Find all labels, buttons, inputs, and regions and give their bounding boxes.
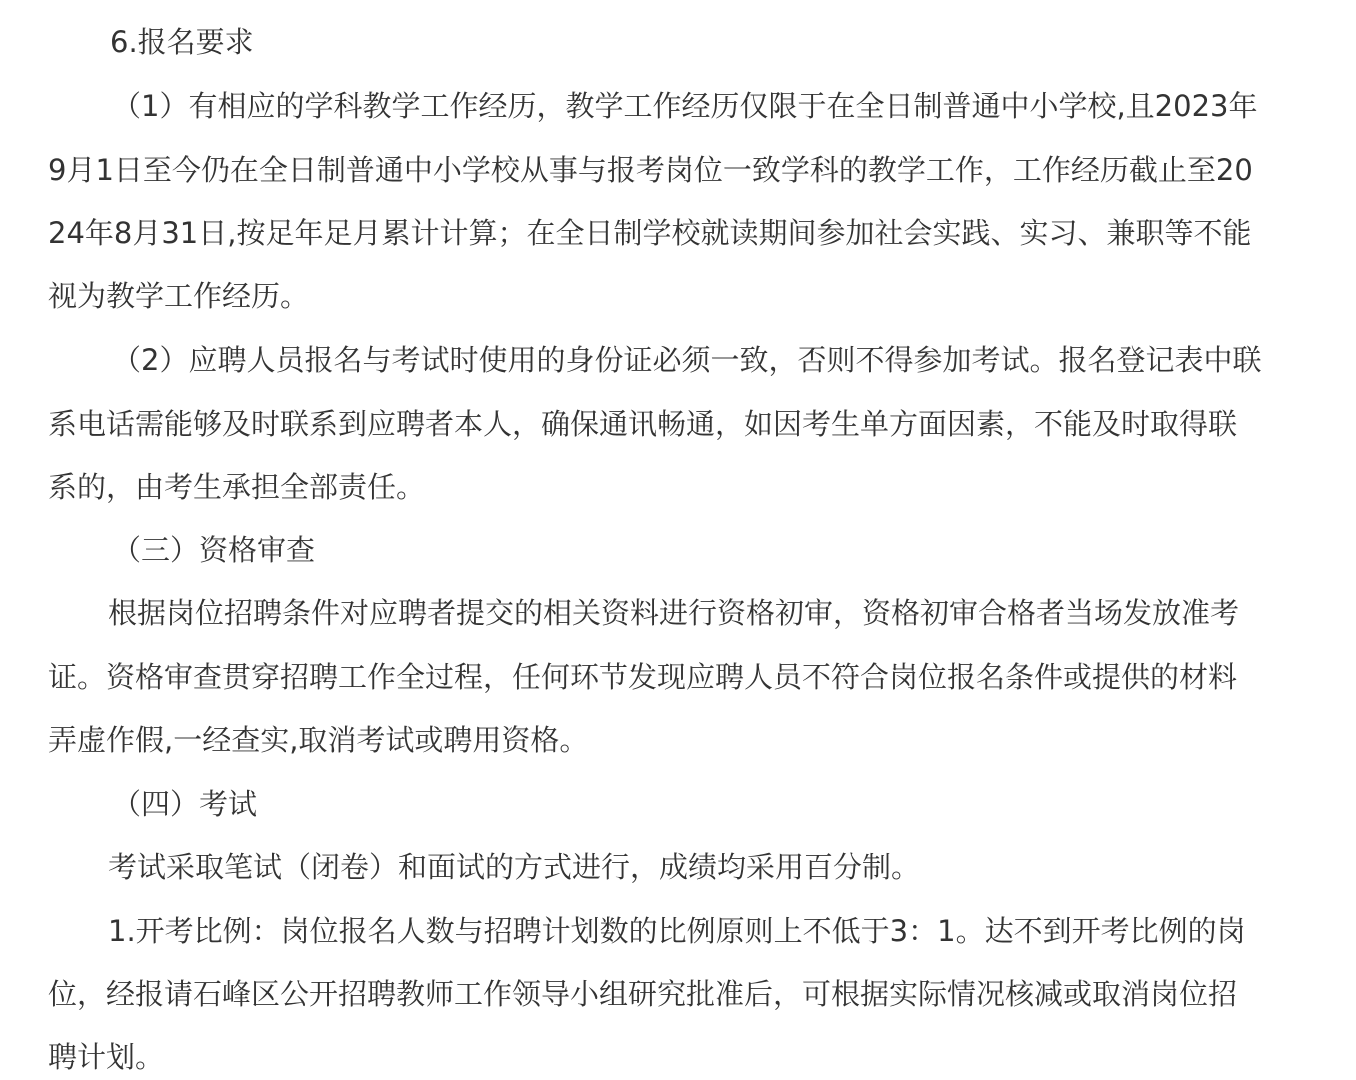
paragraph-line: 证。资格审查贯穿招聘工作全过程，任何环节发现应聘人员不符合岗位报名条件或提供的材料 bbox=[48, 660, 1238, 694]
section-heading-registration-requirements: 6.报名要求 bbox=[110, 25, 254, 59]
section-heading-exam: （四）考试 bbox=[112, 787, 258, 821]
paragraph-line: 系电话需能够及时联系到应聘者本人，确保通讯畅通，如因考生单方面因素，不能及时取得联 bbox=[48, 407, 1238, 441]
paragraph-line: 视为教学工作经历。 bbox=[48, 279, 310, 313]
paragraph-line: 位，经报请石峰区公开招聘教师工作领导小组研究批准后，可根据实际情况核减或取消岗位招 bbox=[48, 977, 1238, 1011]
paragraph-line: 考试采取笔试（闭卷）和面试的方式进行，成绩均采用百分制。 bbox=[108, 850, 921, 884]
paragraph-line: 9月1日至今仍在全日制普通中小学校从事与报考岗位一致学科的教学工作，工作经历截止至20 bbox=[48, 153, 1253, 187]
paragraph-line: 24年8月31日,按足年足月累计计算；在全日制学校就读期间参加社会实践、实习、兼职等不能 bbox=[48, 216, 1252, 250]
paragraph-line: （1）有相应的学科教学工作经历，教学工作经历仅限于在全日制普通中小学校,且2023年 bbox=[112, 89, 1258, 123]
paragraph-line: 聘计划。 bbox=[48, 1040, 165, 1074]
section-heading-qualification-review: （三）资格审查 bbox=[112, 533, 316, 567]
paragraph-line: 根据岗位招聘条件对应聘者提交的相关资料进行资格初审，资格初审合格者当场发放准考 bbox=[108, 596, 1240, 630]
paragraph-line: 系的，由考生承担全部责任。 bbox=[48, 470, 426, 504]
paragraph-line: 弄虚作假,一经查实,取消考试或聘用资格。 bbox=[48, 723, 589, 757]
paragraph-line: （2）应聘人员报名与考试时使用的身份证必须一致，否则不得参加考试。报名登记表中联 bbox=[112, 343, 1262, 377]
paragraph-line: 1.开考比例：岗位报名人数与招聘计划数的比例原则上不低于3：1。达不到开考比例的岗 bbox=[108, 914, 1246, 948]
